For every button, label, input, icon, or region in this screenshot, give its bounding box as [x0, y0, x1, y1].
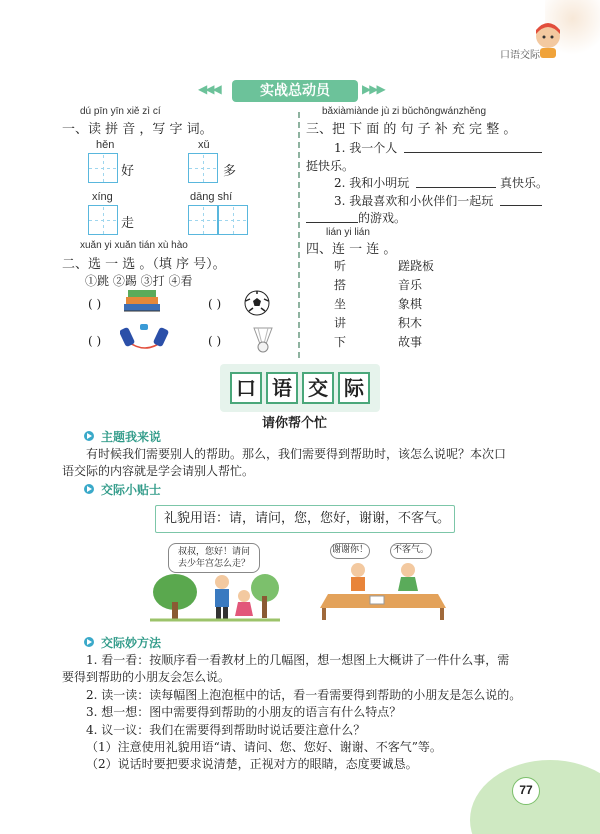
q1-item2-pinyin: xǔ	[198, 139, 210, 151]
method-line: （2）说话时要把要求说清楚，正视对方的眼睛，态度要诚恳。	[86, 757, 418, 771]
answer-blank[interactable]	[416, 187, 496, 188]
q1-pinyin: dú pīn yīn xiě zì cí	[80, 106, 161, 117]
section-label: 口语交际	[500, 50, 540, 61]
q1-item3-pinyin: xíng	[92, 191, 113, 203]
cartoon-child-icon	[530, 20, 566, 60]
play-icon	[84, 637, 94, 647]
asking-directions-illustration	[150, 570, 280, 622]
writing-grid[interactable]	[88, 153, 118, 183]
q3-pinyin: bǎxiàmiànde jù zi bǔchōngwánzhěng	[322, 106, 487, 117]
q1-item4-pinyin: dāng shí	[190, 191, 233, 203]
q1-item3-char: 走	[121, 216, 135, 231]
q2-blank[interactable]: ( )	[88, 334, 102, 348]
match-left[interactable]: 坐	[334, 297, 347, 311]
q2-title: 二、选 一 选 。（填 序 号）。	[62, 257, 226, 272]
page-number: 77	[512, 777, 540, 805]
answer-blank[interactable]	[404, 152, 542, 153]
q2-blank[interactable]: ( )	[208, 334, 222, 348]
match-right[interactable]: 蹉跷板	[398, 259, 435, 273]
q3-sentence1-end: 挺快乐。	[306, 159, 355, 173]
q1-item1-pinyin: hěn	[96, 139, 115, 151]
title-char: 交	[302, 372, 334, 404]
polite-words-tip: 礼貌用语：请，请问，您，您好，谢谢，不客气。	[155, 505, 455, 533]
q3-sentence2-end: 真快乐。	[500, 176, 549, 190]
method-line: 2. 读一读：读每幅图上泡泡框中的话，看一看需要得到帮助的小朋友是怎么说的。	[86, 688, 522, 702]
soccer-ball-icon	[244, 290, 270, 316]
books-icon	[122, 286, 164, 314]
method-line: （1）注意使用礼貌用语“请、请问、您、您好、谢谢、不客气”等。	[86, 740, 442, 754]
match-left[interactable]: 下	[334, 335, 347, 349]
topic-paragraph-line2: 语交际的内容就是学会请别人帮忙。	[62, 464, 255, 478]
banner-arrows-left: ◀◀◀	[198, 82, 220, 96]
classroom-illustration	[318, 560, 448, 620]
q3-title: 三、把 下 面 的 句 子 补 充 完 整 。	[306, 122, 517, 137]
q3-sentence3: 3. 我最喜欢和小伙伴们一起玩	[334, 194, 494, 208]
q1-item1-char: 好	[121, 164, 135, 179]
q2-blank[interactable]: ( )	[88, 297, 102, 311]
section-title-topic: 主题我来说	[101, 430, 162, 444]
writing-grid[interactable]	[218, 205, 248, 235]
method-line: 4. 议一议：我们在需要得到帮助时说话要注意什么？	[86, 723, 366, 737]
speech-bubble: 叔叔，您好！请问 去少年宫怎么走？	[168, 543, 260, 573]
q3-sentence1: 1. 我一个人	[334, 141, 398, 155]
jump-rope-icon	[120, 320, 170, 356]
title-char: 际	[338, 372, 370, 404]
match-left[interactable]: 讲	[334, 316, 347, 330]
method-line: 1. 看一看：按顺序看一看教材上的几幅图，想一想图上大概讲了一件什么事，需	[86, 653, 510, 667]
q4-pinyin: lián yi lián	[326, 227, 370, 238]
q2-options: ①跳 ②踢 ③打 ④看	[85, 274, 193, 288]
method-line: 3. 想一想：图中需要得到帮助的小朋友的语言有什么特点？	[86, 705, 402, 719]
writing-grid[interactable]	[188, 205, 218, 235]
match-right[interactable]: 象棋	[398, 297, 423, 311]
topic-paragraph-line1: 有时候我们需要别人的帮助。那么，我们需要得到帮助时，该怎么说呢？本次口	[86, 447, 507, 461]
match-right[interactable]: 积木	[398, 316, 423, 330]
title-char: 口	[230, 372, 262, 404]
shuttlecock-icon	[250, 324, 276, 354]
banner-arrows-right: ▶▶▶	[362, 82, 384, 96]
q3-sentence2: 2. 我和小明玩	[334, 176, 410, 190]
q4-title: 四、连 一 连 。	[306, 242, 397, 257]
q2-pinyin: xuǎn yi xuǎn tián xù hào	[80, 240, 188, 251]
match-right[interactable]: 音乐	[398, 278, 423, 292]
match-left[interactable]: 搭	[334, 278, 347, 292]
writing-grid[interactable]	[88, 205, 118, 235]
answer-blank[interactable]	[500, 205, 542, 206]
title-char: 语	[266, 372, 298, 404]
column-divider	[298, 112, 300, 358]
speech-bubble: 谢谢你！	[330, 543, 370, 559]
play-icon	[84, 431, 94, 441]
match-left[interactable]: 听	[334, 259, 347, 273]
writing-grid[interactable]	[188, 153, 218, 183]
section-title-methods: 交际妙方法	[101, 636, 162, 650]
q1-title: 一、读 拼 音 ，写 字 词。	[62, 122, 213, 137]
page-subtitle: 请你帮个忙	[262, 416, 328, 431]
speech-bubble: 不客气。	[390, 543, 432, 559]
match-right[interactable]: 故事	[398, 335, 423, 349]
q1-item2-char: 多	[223, 164, 237, 179]
q3-sentence3-end: 的游戏。	[358, 211, 407, 225]
banner-title: 实战总动员	[232, 80, 358, 102]
method-line: 要得到帮助的小朋友会怎么说。	[62, 670, 231, 684]
play-icon	[84, 484, 94, 494]
q2-blank[interactable]: ( )	[208, 297, 222, 311]
section-title-tips: 交际小贴士	[101, 483, 162, 497]
answer-blank[interactable]	[306, 222, 358, 223]
